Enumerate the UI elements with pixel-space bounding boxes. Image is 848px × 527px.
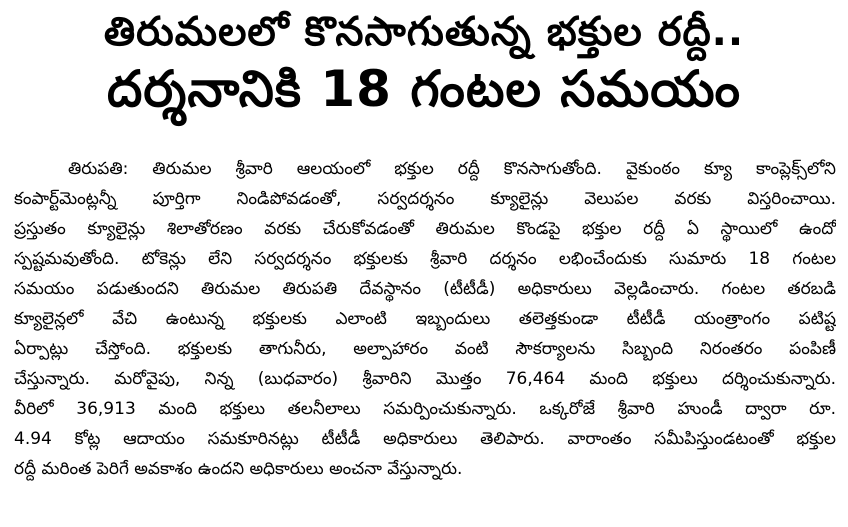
body-line: వీరిలో 36,913 మంది భక్తులు తలనీలాలు సమర్పించుకున్నారు. ఒక్కరోజే శ్రీవారి హుండీ ద్వారా రూ.: [14, 399, 836, 419]
body-line: చేస్తున్నారు. మరోవైపు, నిన్న (బుధవారం) శ్రీవారిని మొత్తం 76,464 మంది భక్తులు దర్శించుకున్నారు.: [14, 369, 836, 389]
body-line: ఏర్పాట్లు చేస్తోంది. భక్తులకు తాగునీరు, అల్పాహారం వంటి సౌకర్యాలను సిబ్బంది నిరంతరం పంపిణీ: [14, 339, 836, 359]
body-line: కంపార్ట్‌మెంట్లన్నీ పూర్తిగా నిండిపోవడంతో, సర్వదర్శనం క్యూలైన్లు వెలుపల వరకు విస్తరించాయి.: [14, 189, 836, 209]
body-line: స్పష్టమవుతోంది. టోకెన్లు లేని సర్వదర్శనం భక్తులకు శ్రీవారి దర్శనం లభించేందుకు సుమారు 18 గంటల: [14, 249, 836, 269]
body-line: 4.94 కోట్ల ఆదాయం సమకూరినట్లు టీటీడీ అధికారులు తెలిపారు. వారాంతం సమీపిస్తుండటంతో భక్తుల: [14, 429, 836, 449]
article-body: [0, 144, 848, 484]
headline-line-1: తిరుమలలో కొనసాగుతున్న భక్తుల రద్దీ..: [103, 9, 745, 55]
body-line: తిరుపతి: తిరుమల శ్రీవారి ఆలయంలో భక్తుల రద్దీ కొనసాగుతోంది. వైకుంఠం క్యూ కాంప్లెక్స్‌లోని: [68, 159, 836, 179]
body-line: రద్దీ మరింత పెరిగే అవకాశం ఉందని అధికారులు అంచనా వేస్తున్నారు.: [14, 459, 463, 479]
body-line: ప్రస్తుతం క్యూలైన్లు శిలాతోరణం వరకు చేరుకోవడంతో తిరుమల కొండపై భక్తుల రద్దీ ఏ స్థాయిలో ఉందో: [14, 219, 836, 239]
body-line: సమయం పడుతుందని తిరుమల తిరుపతి దేవస్థానం (టీటీడీ) అధికారులు వెల్లడించారు. గంటల తరబడి: [14, 279, 836, 299]
headline-line-2: దర్శనానికి 18 గంటల సమయం: [107, 60, 741, 118]
body-line: క్యూలైన్లలో వేచి ఉంటున్న భక్తులకు ఎలాంటి ఇబ్బందులు తలెత్తకుండా టీటీడీ యంత్రాంగం పటిష్ట: [14, 309, 836, 329]
